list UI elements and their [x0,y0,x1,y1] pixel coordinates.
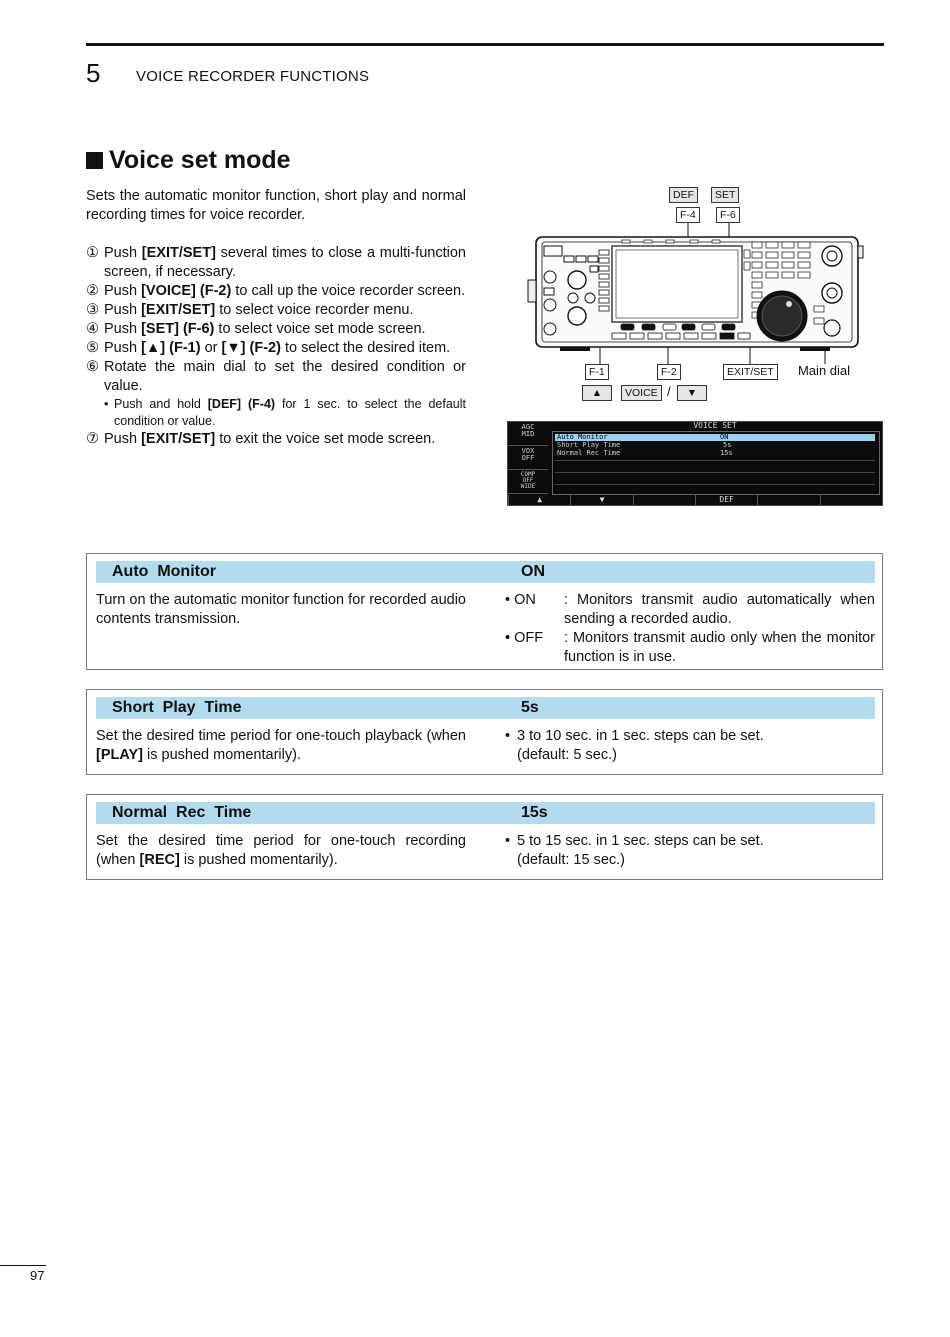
item-box-short-play-time [86,689,883,775]
item-options [505,591,875,667]
f6-key-label: F-6 [716,207,740,223]
item-description: Turn on the automatic monitor function for recorded audio contents transmission. [96,592,466,627]
func-key-5[interactable] [757,495,819,505]
option-range: • 5 to 15 sec. in 1 sec. steps can be set. [505,833,764,849]
item-header [96,697,875,719]
voice-key-label: VOICE [621,385,662,401]
func-key-def[interactable]: DEF [695,495,757,505]
item-box-auto-monitor [86,553,883,670]
exit-set-key-label: EXIT/SET [723,364,778,380]
item-box-normal-rec-time [86,794,883,880]
main-dial-label: Main dial [798,363,851,378]
agc-button[interactable]: AGC MID [508,422,548,446]
step-1: ① Push [EXIT/SET] several times to close a multi-function screen, if necessary. [86,245,466,280]
item-description: Set the desired time period for one-touch playback (when [PLAY] is pushed momentarily). [96,728,466,763]
section-title-text: Voice set mode [109,146,291,174]
chapter-title: VOICE RECORDER FUNCTIONS [136,68,370,85]
step-6: ⑥ Rotate the main dial to set the desired condition or value. [86,359,466,394]
f4-key-label: F-4 [676,207,700,223]
def-key-label: DEF [669,187,698,203]
slash-label: / [667,384,671,399]
item-default: ON [521,563,545,580]
row-divider [555,484,875,485]
option-range: • 3 to 10 sec. in 1 sec. steps can be set. [505,728,764,744]
func-key-3[interactable] [633,495,695,505]
row-divider [555,472,875,473]
f2-key-label: F-2 [657,364,681,380]
comp-button[interactable]: COMP OFF WIDE [508,470,548,494]
setting-row-normal-rec[interactable]: Normal Rec Time 15s [557,449,733,457]
item-description: Set the desired time period for one-touch recording (when [REC] is pushed momentarily). [96,833,466,868]
item-name: Normal Rec Time [112,804,252,821]
settings-list [552,431,880,495]
item-default: 5s [521,699,539,716]
steps-list [86,244,466,449]
item-options [505,832,875,870]
func-key-6[interactable] [820,495,882,505]
screen-title: VOICE SET [693,421,737,430]
option-on: • ON : Monitors transmit audio automatically when sending a recorded audio. [505,592,875,627]
step-5: ⑤ Push [▲] (F-1) or [▼] (F-2) to select the desired item. [86,340,451,356]
up-key-label: ▲ [582,385,612,401]
step-6-note: • Push and hold [DEF] (F-4) for 1 sec. to select the default condition or value. [104,397,466,428]
item-name: Short Play Time [112,699,242,716]
f1-key-label: F-1 [585,364,609,380]
option-default: (default: 15 sec.) [517,852,625,868]
setting-row-short-play[interactable]: Short Play Time 5s [557,441,732,449]
top-rule [86,43,884,46]
footer-rule [0,1265,46,1266]
section-title [86,146,291,175]
item-header [96,802,875,824]
side-buttons [508,422,548,494]
page-number: 97 [30,1268,45,1283]
func-key-up[interactable]: ▲ [508,495,570,505]
set-key-label: SET [711,187,739,203]
step-3: ③ Push [EXIT/SET] to select voice recorder menu. [86,302,414,318]
item-default: 15s [521,804,548,821]
square-bullet-icon [86,152,103,169]
down-key-label: ▼ [677,385,707,401]
step-7: ⑦ Push [EXIT/SET] to exit the voice set mode screen. [86,431,436,447]
function-key-bar [508,495,882,505]
chapter-number: 5 [86,58,101,88]
func-key-down[interactable]: ▼ [570,495,632,505]
step-2: ② Push [VOICE] (F-2) to call up the voice recorder screen. [86,283,466,299]
item-header [96,561,875,583]
row-divider [555,460,875,461]
option-default: (default: 5 sec.) [517,747,617,763]
item-name: Auto Monitor [112,563,216,580]
item-options [505,727,875,765]
vox-button[interactable]: VOX OFF [508,446,548,470]
transceiver-figure [500,180,880,405]
setting-row-auto-monitor[interactable]: Auto Monitor ON [555,434,875,441]
voice-set-screen [507,421,883,506]
step-4: ④ Push [SET] (F-6) to select voice set mode screen. [86,321,426,337]
intro-text: Sets the automatic monitor function, short play and normal recording times for voice recorder. [86,188,466,223]
option-off: • OFF : Monitors transmit audio only when the monitor function is in use. [505,630,875,665]
